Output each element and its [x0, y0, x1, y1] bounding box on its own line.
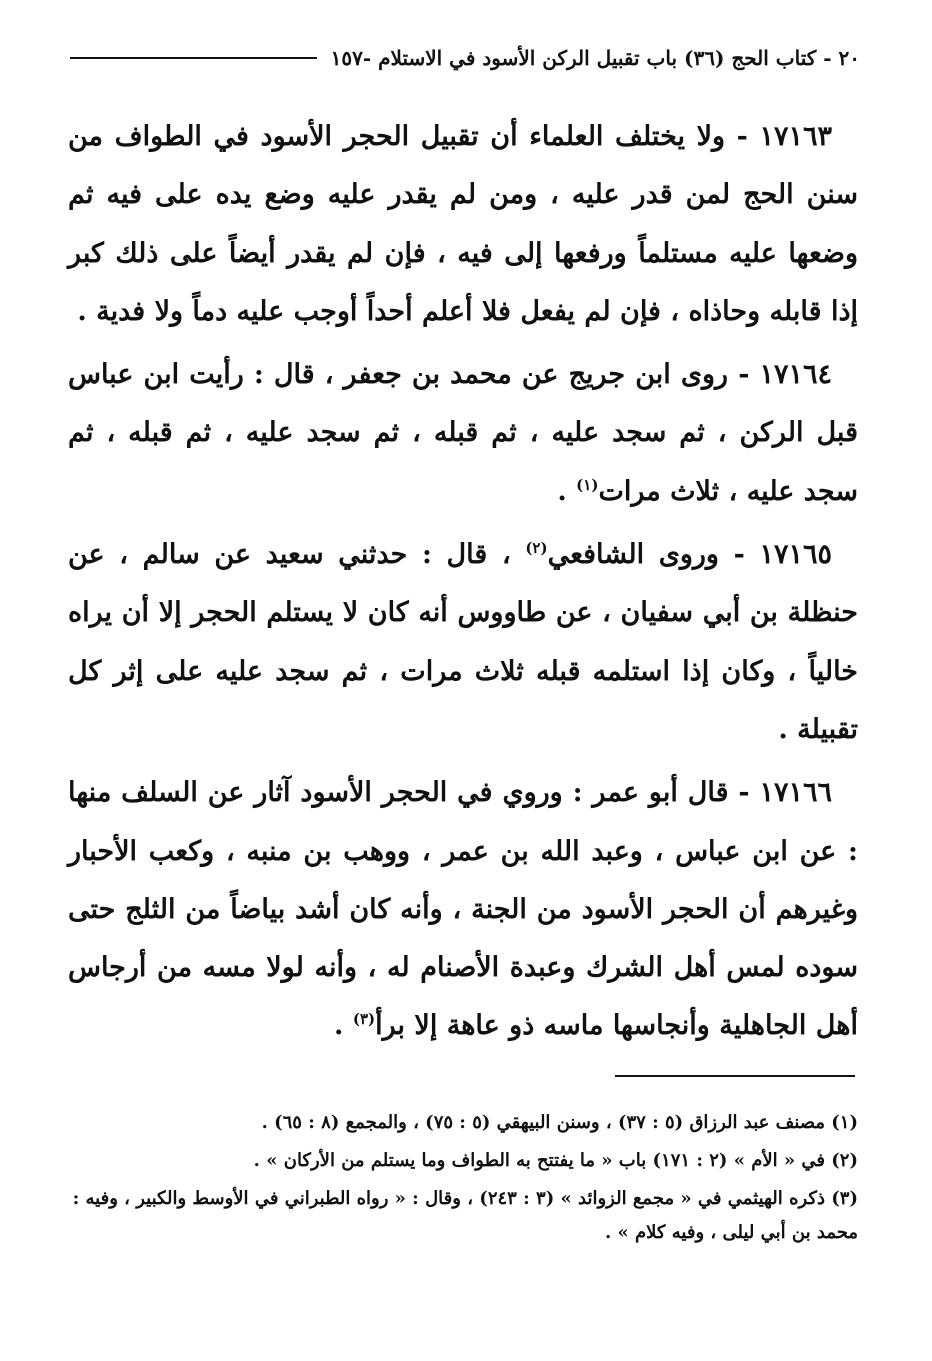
footnote-1: (١) مصنف عبد الرزاق (٥ : ٣٧) ، وسنن البيهقي (٥ : ٧٥) ، والمجمع (٨ : ٦٥) .	[261, 1112, 858, 1133]
paragraph-17165	[68, 526, 858, 759]
paragraph-text: ولا يختلف العلماء أن تقبيل الحجر الأسود في الطواف من سنن الحج لمن قدر عليه ، ومن لم يقدر عليه وضع يده على فيه ثم وضعها عليه مستلماً ورفعها إلى فيه ، فإن لم يقدر أيضاً على ذلك كبر إذا قابله وحاذاه ، فإن لم يفعل فلا أعلم أحداً أوجب عليه دماً ولا فدية .	[68, 121, 858, 327]
footnote-2: (٢) في « الأم » (٢ : ١٧١) باب « ما يفتتح به الطواف وما يستلم من الأركان » .	[253, 1150, 858, 1171]
paragraph-number: ١٧١٦٤ -	[738, 359, 832, 391]
paragraph-text: وروى الشافعي	[547, 539, 719, 571]
footnotes	[68, 1106, 858, 1254]
paragraph-text: روى ابن جريج عن محمد بن جعفر ، قال : رأيت ابن عباس قبل الركن ، ثم سجد عليه ، ثم قبله ، ثم سجد عليه ، ثم قبله ، ثم سجد عليه ، ثلاث مرات	[68, 359, 858, 507]
footnote-3: (٣) ذكره الهيثمي في « مجمع الزوائد » (٣ : ٢٤٣) ، وقال : « رواه الطبراني في الأوسط والكبير ، وفيه : محمد بن أبي ليلى ، وفيه كلام » .	[72, 1188, 858, 1243]
page-header	[70, 40, 860, 76]
paragraph-17166	[68, 764, 858, 1055]
paragraph-tail: .	[334, 1010, 353, 1042]
paragraph-17164	[68, 346, 858, 521]
main-text	[68, 108, 858, 1056]
paragraph-tail: .	[557, 475, 577, 507]
footnote-ref: (٣)	[352, 1010, 376, 1029]
running-title: ٢٠ - كتاب الحج (٣٦) باب تقبيل الركن الأسود في الاستلام -١٥٧	[330, 46, 860, 70]
paragraph-text: قال أبو عمر : وروي في الحجر الأسود آثار عن السلف منها : عن ابن عباس ، وعبد الله بن عمر ، ووهب بن منبه ، وكعب الأحبار وغيرهم أن الحجر الأسود من الجنة ، وأنه كان أشد بياضاً من الثلج حتى سوده لمس أهل الشرك وعبدة الأصنام له ، وأنه لولا مسه من أرجاس أهل الجاهلية وأنجاسها ماسه ذو عاهة إلا برأ	[68, 777, 858, 1042]
header-rule	[70, 57, 317, 59]
footnote-separator	[615, 1075, 855, 1077]
footnote-ref: (١)	[576, 475, 599, 494]
paragraph-number: ١٧١٦٦ -	[738, 777, 833, 809]
paragraph-number: ١٧١٦٥ -	[733, 539, 832, 571]
footnote-ref: (٢)	[525, 539, 548, 558]
paragraph-17163	[68, 108, 858, 341]
paragraph-tail: ، قال : حدثني سعيد عن سالم ، عن حنظلة بن أبي سفيان ، عن طاووس أنه كان لا يستلم الحجر إلا أن يراه خالياً ، وكان إذا استلمه قبله ثلاث مرات ، ثم سجد عليه على إثر كل تقبيلة .	[68, 539, 858, 745]
paragraph-number: ١٧١٦٣ -	[736, 121, 832, 152]
